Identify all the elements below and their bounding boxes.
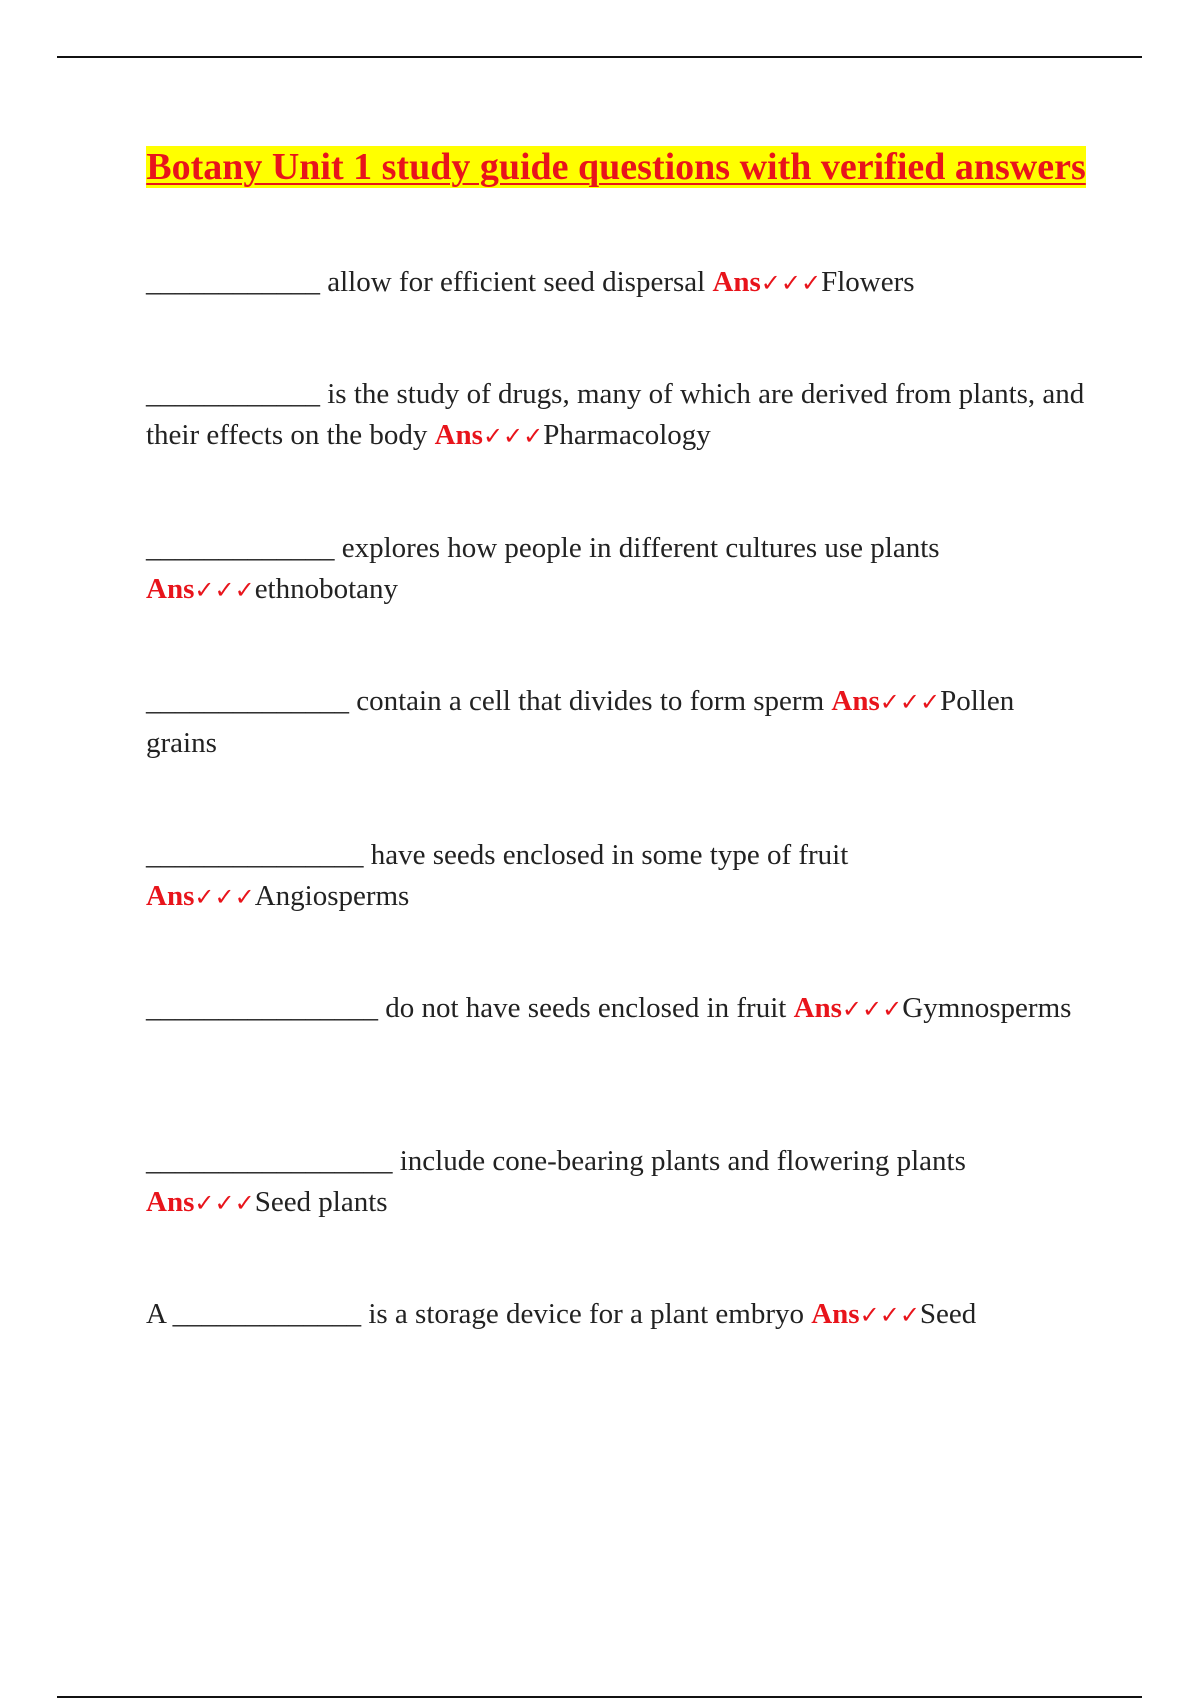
qa-item: [146, 528, 1086, 611]
ans-label: Ans: [146, 573, 195, 605]
question-text: do not have seeds enclosed in fruit: [378, 992, 794, 1024]
answer-blank: _________________: [146, 1145, 393, 1177]
ans-label: Ans: [146, 880, 195, 912]
qa-item: [146, 374, 1086, 457]
answer-text: Gymnosperms: [902, 992, 1072, 1024]
answer-text: Pollen grains: [146, 685, 1015, 759]
answer-blank: ____________: [146, 266, 320, 298]
answer-blank: ________________: [146, 992, 378, 1024]
check-mark-icon: ✓✓✓: [879, 688, 941, 716]
answer-blank: ____________: [146, 378, 320, 410]
question-text: contain a cell that divides to form sperm: [349, 685, 832, 717]
ans-label: Ans: [434, 419, 483, 451]
check-mark-icon: ✓✓✓: [841, 995, 903, 1023]
ans-label: Ans: [831, 685, 880, 717]
answer-text: Flowers: [821, 266, 915, 298]
page-title: [146, 142, 1086, 193]
answer-text: Pharmacology: [543, 419, 711, 451]
check-mark-icon: ✓✓✓: [194, 576, 255, 604]
question-text: is the study of drugs, many of which are derived from plants, and their effects on the body: [146, 378, 1085, 451]
question-text: explores how people in different cultures use plants: [334, 532, 940, 564]
check-mark-icon: ✓✓✓: [482, 422, 544, 450]
ans-label: Ans: [793, 992, 842, 1024]
answer-text: ethnobotany: [254, 573, 399, 605]
ans-label: Ans: [146, 1186, 195, 1218]
answer-blank: _____________: [146, 532, 335, 564]
check-mark-icon: ✓✓✓: [760, 269, 822, 297]
answer-text: Seed plants: [254, 1186, 388, 1218]
ans-label: Ans: [712, 266, 761, 298]
check-mark-icon: ✓✓✓: [859, 1301, 920, 1329]
ans-label: Ans: [811, 1298, 860, 1330]
qa-item: [146, 988, 1086, 1030]
qa-item: [146, 835, 1086, 918]
bottom-rule: [57, 1696, 1142, 1698]
answer-blank: _____________: [172, 1298, 362, 1330]
question-text: include cone-bearing plants and flowering plants: [392, 1145, 966, 1177]
check-mark-icon: ✓✓✓: [194, 883, 255, 911]
qa-item: [146, 262, 1086, 304]
qa-item: [146, 1141, 1086, 1224]
answer-text: Angiosperms: [254, 880, 410, 912]
answer-text: Seed: [919, 1298, 977, 1330]
page-title-text: Botany Unit 1 study guide questions with verified answers: [146, 146, 1086, 188]
qa-item: [146, 681, 1086, 764]
top-rule: [57, 56, 1142, 58]
check-mark-icon: ✓✓✓: [194, 1189, 255, 1217]
answer-blank: ______________: [146, 685, 349, 717]
question-text: have seeds enclosed in some type of fruit: [363, 839, 849, 871]
qa-item: [146, 1294, 1086, 1336]
question-prefix: A: [146, 1298, 173, 1330]
question-text: allow for efficient seed dispersal: [320, 266, 713, 298]
question-text: is a storage device for a plant embryo: [361, 1298, 812, 1330]
answer-blank: _______________: [146, 839, 364, 871]
